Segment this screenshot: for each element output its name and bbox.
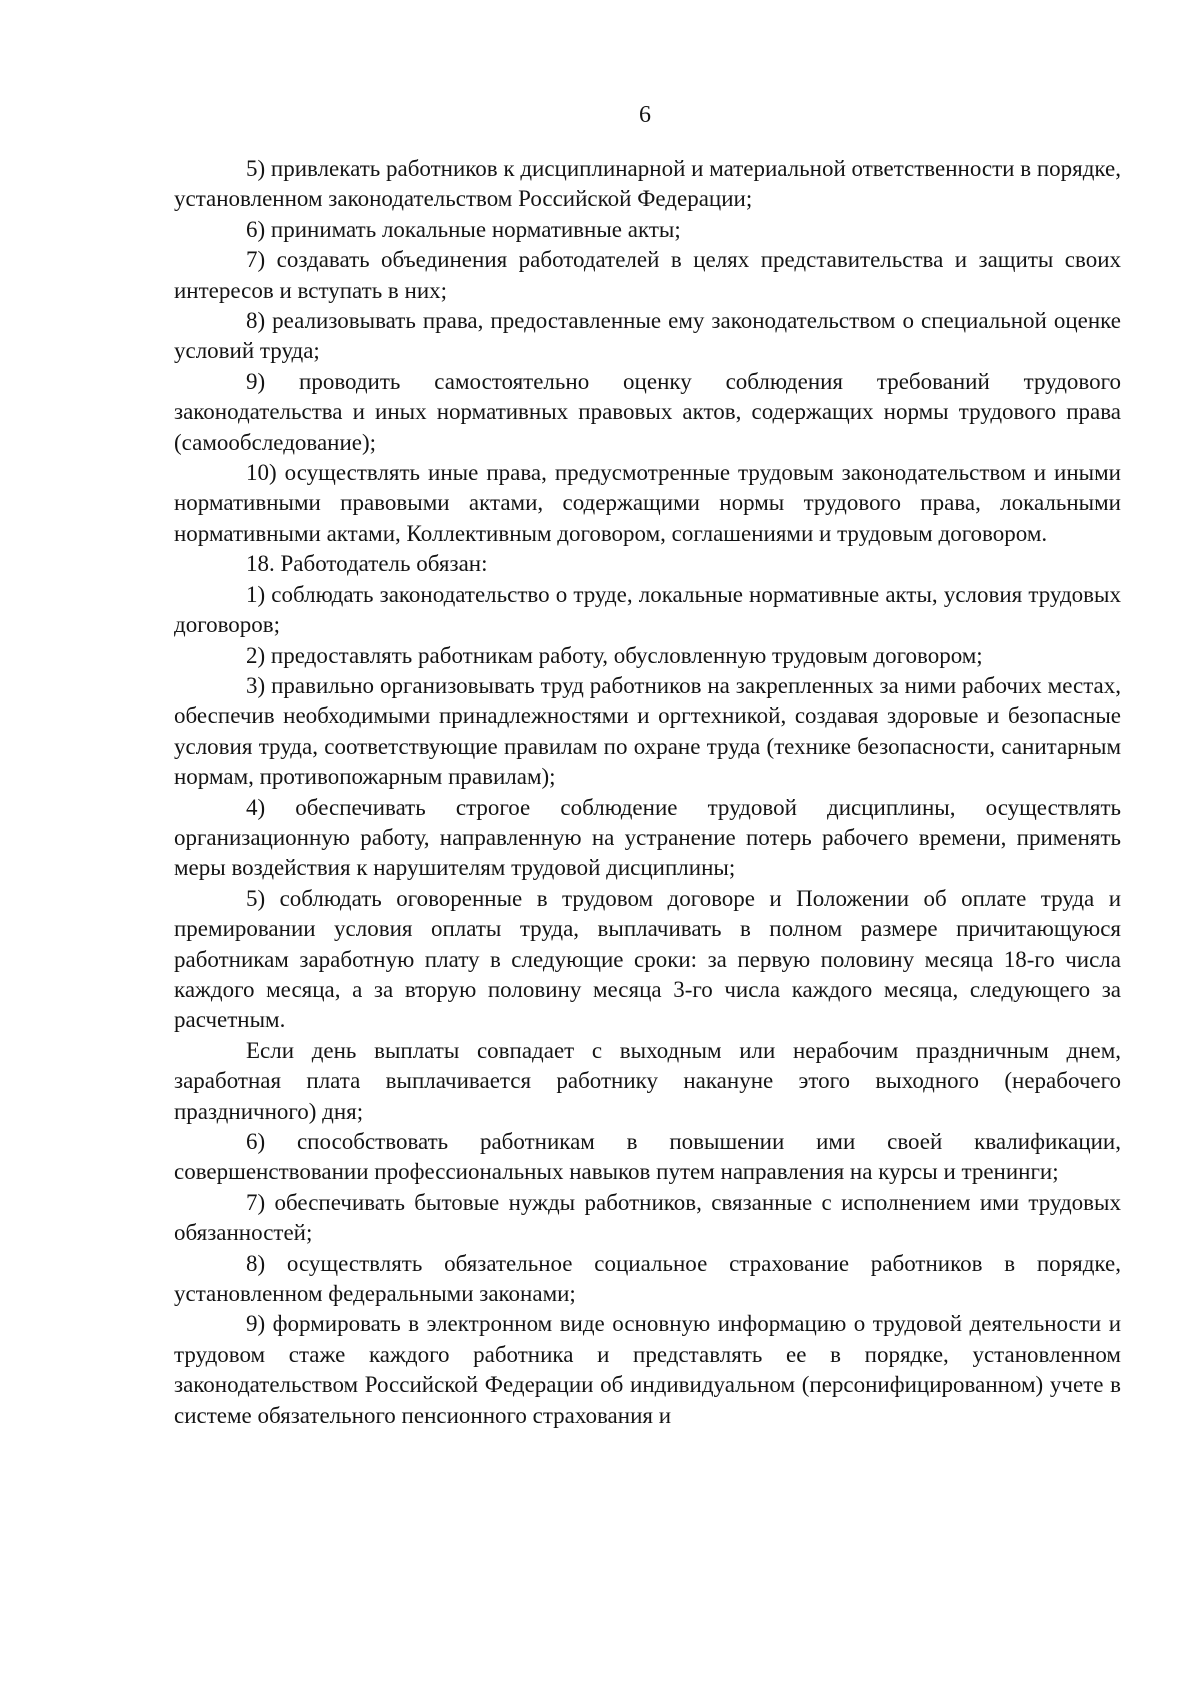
paragraph-duty-1: 1) соблюдать законодательство о труде, локальные нормативные акты, условия трудовых договоров; [174, 581, 1121, 638]
paragraph-item-6-local-acts: 6) принимать локальные нормативные акты; [246, 216, 681, 242]
paragraph-duty-6: 6) способствовать работникам в повышении ими своей квалификации, совершенствовании профессиональных навыков путем направления на курсы и тренинги; [174, 1129, 1121, 1185]
paragraph-item-7-associations: 7) создавать объединения работодателей в целях представительства и защиты своих интересов и вступать в них; [174, 247, 1121, 303]
paragraph-duty-4: 4) обеспечивать строгое соблюдение трудовой дисциплины, осуществлять организационную работу, направленную на устранение потерь рабочего времени, применять меры воздействия к нарушителям трудовой дисциплины; [174, 794, 1121, 881]
paragraph-duty-5: 5) соблюдать оговоренные в трудовом договоре и Положении об оплате труда и премировании условия оплаты труда, выплачивать в полном размере причитающуюся работникам заработную плату в следующие сроки: за первую половину месяца 18-го числа каждого месяца, а за вторую половину месяца 3-го числа каждого месяца, следующего за расчетным. [174, 885, 1121, 1033]
paragraph-item-8-special-assessment: 8) реализовывать права, предоставленные ему законодательством о специальной оценке условий труда; [174, 308, 1121, 364]
paragraph-duty-3: 3) правильно организовывать труд работников на закрепленных за ними рабочих местах, обеспечив необходимыми принадлежностями и оргтехникой, создавая здоровые и безопасные условия труда, соответствующие правилам по охране труда (технике безопасности, санитарным нормам, противопожарным правилам); [174, 672, 1121, 790]
paragraph-duty-9: 9) формировать в электронном виде основную информацию о трудовой деятельности и трудовом стаже каждого работника и представлять ее в порядке, установленном законодательством Российской Федерации об индивидуальном (персонифицированном) учете в системе обязательного пенсионного страхования и [174, 1311, 1121, 1428]
paragraph-duty-7: 7) обеспечивать бытовые нужды работников, связанные с исполнением ими трудовых обязанностей; [174, 1189, 1121, 1246]
paragraph-duty-5-holiday: Если день выплаты совпадает с выходным или нерабочим праздничным днем, заработная плата выплачивается работнику накануне этого выходного (нерабочего праздничного) дня; [174, 1037, 1121, 1124]
page-number: 6 [639, 102, 651, 128]
paragraph-duty-2: 2) предоставлять работникам работу, обусловленную трудовым договором; [246, 642, 983, 668]
paragraph-item-10-other-rights: 10) осуществлять иные права, предусмотренные трудовым законодательством и иными нормативными правовыми актами, содержащими нормы трудового права, локальными нормативными актами, Коллективным договором, соглашениями и трудовым договором. [174, 460, 1121, 546]
document-body [174, 154, 1121, 1431]
paragraph-item-9-self-inspection: 9) проводить самостоятельно оценку соблюдения требований трудового законодательства и иных нормативных правовых актов, содержащих нормы трудового права (самообследование); [174, 368, 1121, 455]
section-heading-18: 18. Работодатель обязан: [246, 551, 488, 577]
paragraph-duty-8: 8) осуществлять обязательное социальное страхование работников в порядке, установленном федеральными законами; [174, 1250, 1121, 1307]
paragraph-item-5-discipline: 5) привлекать работников к дисциплинарной и материальной ответственности в порядке, установленном законодательством Российской Федерации; [174, 156, 1121, 212]
